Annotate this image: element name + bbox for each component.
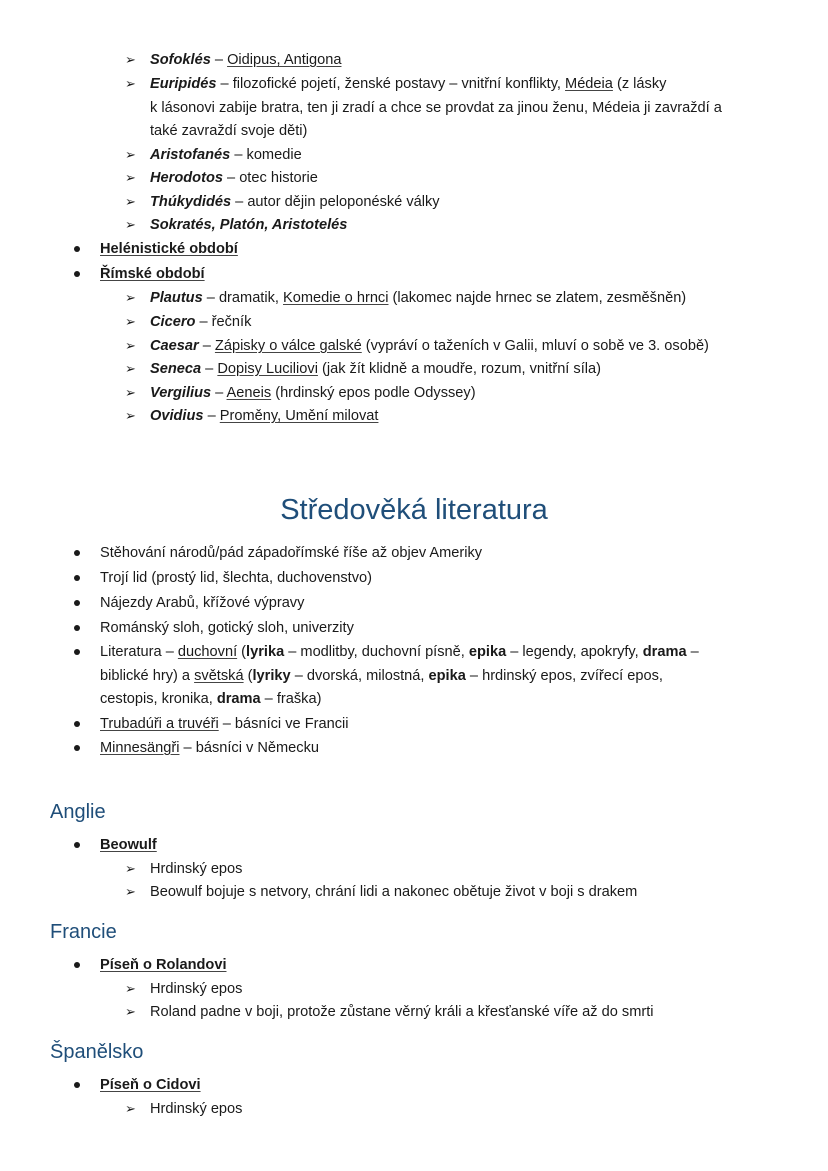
list-item-sofokles: Sofoklés – Oidipus, Antigona [150, 52, 342, 68]
list-item-beowulf-genre: Hrdinský epos [150, 861, 243, 877]
list-item-roland-genre: Hrdinský epos [150, 981, 243, 997]
list-item-migration: Stěhování národů/pád západořímské říše až objev Ameriky [100, 545, 483, 561]
arrow-bullet-icon [125, 859, 136, 879]
period-hellenistic: Helénistické období [100, 241, 238, 257]
list-item-raids: Nájezdy Arabů, křížové výpravy [100, 595, 305, 611]
list-item-euripides-line2: k lásonovi zabije bratra, ten ji zradí a chce se provdat za jinou ženu, Médeia ji zavraždí a [150, 100, 722, 116]
list-item-ovidius: Ovidius – Proměny, Umění milovat [150, 408, 379, 424]
arrow-bullet-icon [125, 215, 136, 235]
bullet-dot-icon [74, 625, 80, 631]
list-item-cicero: Cicero – řečník [150, 314, 252, 330]
bullet-dot-icon [74, 842, 80, 848]
arrow-bullet-icon [125, 882, 136, 902]
arrow-bullet-icon [125, 336, 136, 356]
list-item-beowulf-plot: Beowulf bojuje s netvory, chrání lidi a nakonec obětuje život v boji s drakem [150, 884, 638, 900]
list-item-styles: Románský sloh, gotický sloh, univerzity [100, 620, 354, 636]
list-item-literature: Literatura – duchovní (lyrika – modlitby, duchovní písně, epika – legendy, apokryfy, drama – [100, 644, 699, 660]
heading-spanelsko: Španělsko [50, 1041, 144, 1063]
bullet-dot-icon [74, 745, 80, 751]
bullet-dot-icon [74, 550, 80, 556]
list-item-literature-line3: cestopis, kronika, drama – fraška) [100, 691, 322, 707]
arrow-bullet-icon [125, 979, 136, 999]
list-item-seneca: Seneca – Dopisy Luciliovi (jak žít klidně a moudře, rozum, vnitřní síla) [150, 361, 601, 377]
bullet-dot-icon [74, 600, 80, 606]
arrow-bullet-icon [125, 312, 136, 332]
arrow-bullet-icon [125, 406, 136, 426]
list-item-troubadours: Trubadúři a truvéři – básníci ve Francii [100, 716, 349, 732]
bullet-dot-icon [74, 1082, 80, 1088]
arrow-bullet-icon [125, 1002, 136, 1022]
list-item-euripides: Euripidés – filozofické pojetí, ženské postavy – vnitřní konflikty, Médeia (z lásky [150, 76, 667, 92]
arrow-bullet-icon [125, 288, 136, 308]
arrow-bullet-icon [125, 50, 136, 70]
bullet-dot-icon [74, 271, 80, 277]
arrow-bullet-icon [125, 383, 136, 403]
list-item-cid-genre: Hrdinský epos [150, 1101, 243, 1117]
bullet-dot-icon [74, 246, 80, 252]
arrow-bullet-icon [125, 359, 136, 379]
arrow-bullet-icon [125, 168, 136, 188]
list-item-philosophers: Sokratés, Platón, Aristotelés [150, 217, 348, 233]
arrow-bullet-icon [125, 1099, 136, 1119]
list-item-caesar: Caesar – Zápisky o válce galské (vypráví o taženích v Galii, mluví o sobě ve 3. osobě) [150, 338, 709, 354]
list-item-vergilius: Vergilius – Aeneis (hrdinský epos podle Odyssey) [150, 385, 476, 401]
section-title-medieval: Středověká literatura [280, 494, 548, 526]
heading-francie: Francie [50, 921, 117, 943]
bullet-dot-icon [74, 649, 80, 655]
list-item-thukydides: Thúkydidés – autor dějin peloponéské války [150, 194, 440, 210]
work-cid: Píseň o Cidovi [100, 1077, 201, 1093]
work-roland: Píseň o Rolandovi [100, 957, 227, 973]
list-item-aristofanes: Aristofanés – komedie [150, 147, 302, 163]
arrow-bullet-icon [125, 145, 136, 165]
period-roman: Římské období [100, 266, 205, 282]
list-item-herodotos: Herodotos – otec historie [150, 170, 318, 186]
list-item-euripides-line3: také zavraždí svoje děti) [150, 123, 308, 139]
list-item-minnesingers: Minnesängři – básníci v Německu [100, 740, 320, 756]
bullet-dot-icon [74, 721, 80, 727]
bullet-dot-icon [74, 962, 80, 968]
list-item-plautus: Plautus – dramatik, Komedie o hrnci (lakomec najde hrnec se zlatem, zesměšněn) [150, 290, 687, 306]
heading-anglie: Anglie [50, 801, 106, 823]
list-item-three-estates: Trojí lid (prostý lid, šlechta, duchovenstvo) [100, 570, 372, 586]
arrow-bullet-icon [125, 192, 136, 212]
work-beowulf: Beowulf [100, 837, 157, 853]
bullet-dot-icon [74, 575, 80, 581]
list-item-roland-plot: Roland padne v boji, protože zůstane věrný králi a křesťanské víře až do smrti [150, 1004, 654, 1020]
arrow-bullet-icon [125, 74, 136, 94]
list-item-literature-line2: biblické hry) a světská (lyriky – dvorská, milostná, epika – hrdinský epos, zvířecí epos, [100, 668, 663, 684]
